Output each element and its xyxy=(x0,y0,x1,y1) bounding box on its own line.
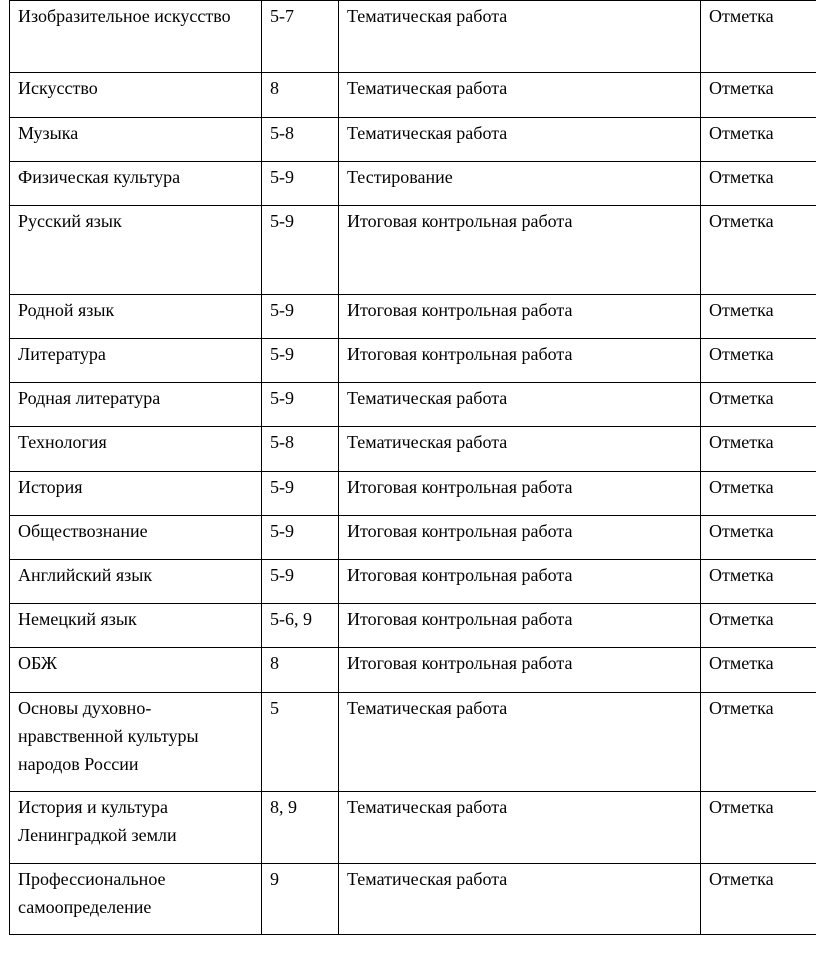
form-cell: Тематическая работа xyxy=(339,383,701,427)
grades-cell: 5-8 xyxy=(262,118,339,162)
form-cell: Итоговая контрольная работа xyxy=(339,472,701,516)
form-cell: Тестирование xyxy=(339,162,701,206)
table-row xyxy=(10,118,816,162)
subject-cell: Английский язык xyxy=(10,560,262,604)
subject-cell: История и культура Ленинградкой земли xyxy=(10,792,262,864)
form-cell: Итоговая контрольная работа xyxy=(339,339,701,383)
subject-cell: История xyxy=(10,472,262,516)
subject-cell: Основы духовно-нравственной культуры народов России xyxy=(10,693,262,792)
table-row xyxy=(10,560,816,604)
result-cell: Отметка xyxy=(701,1,816,73)
form-cell: Итоговая контрольная работа xyxy=(339,560,701,604)
table-row xyxy=(10,864,816,935)
form-cell: Итоговая контрольная работа xyxy=(339,295,701,339)
grades-cell: 5-8 xyxy=(262,427,339,472)
table-row xyxy=(10,383,816,427)
grades-cell: 8, 9 xyxy=(262,792,339,864)
grades-cell: 5-9 xyxy=(262,516,339,560)
table-row xyxy=(10,339,816,383)
subject-cell: Музыка xyxy=(10,118,262,162)
table-row xyxy=(10,427,816,472)
form-cell: Тематическая работа xyxy=(339,118,701,162)
result-cell: Отметка xyxy=(701,427,816,472)
subject-cell: Немецкий язык xyxy=(10,604,262,648)
assessment-table xyxy=(9,0,816,935)
result-cell: Отметка xyxy=(701,118,816,162)
result-cell: Отметка xyxy=(701,383,816,427)
grades-cell: 5-9 xyxy=(262,383,339,427)
result-cell: Отметка xyxy=(701,339,816,383)
subject-cell: Изобразительное искусство xyxy=(10,1,262,73)
result-cell: Отметка xyxy=(701,472,816,516)
grades-cell: 5-9 xyxy=(262,206,339,295)
form-cell: Тематическая работа xyxy=(339,73,701,118)
form-cell: Тематическая работа xyxy=(339,1,701,73)
table-row xyxy=(10,1,816,73)
grades-cell: 5-9 xyxy=(262,295,339,339)
subject-cell: Родной язык xyxy=(10,295,262,339)
form-cell: Тематическая работа xyxy=(339,427,701,472)
result-cell: Отметка xyxy=(701,604,816,648)
table-row xyxy=(10,472,816,516)
form-cell: Итоговая контрольная работа xyxy=(339,206,701,295)
result-cell: Отметка xyxy=(701,560,816,604)
grades-cell: 5-9 xyxy=(262,472,339,516)
grades-cell: 9 xyxy=(262,864,339,935)
result-cell: Отметка xyxy=(701,73,816,118)
subject-cell: Литература xyxy=(10,339,262,383)
table-row xyxy=(10,295,816,339)
grades-cell: 5-9 xyxy=(262,339,339,383)
grades-cell: 5-9 xyxy=(262,162,339,206)
form-cell: Тематическая работа xyxy=(339,792,701,864)
grades-cell: 8 xyxy=(262,73,339,118)
table-row xyxy=(10,73,816,118)
table-row xyxy=(10,516,816,560)
subject-cell: Физическая культура xyxy=(10,162,262,206)
result-cell: Отметка xyxy=(701,693,816,792)
table-row xyxy=(10,648,816,693)
grades-cell: 5-9 xyxy=(262,560,339,604)
form-cell: Итоговая контрольная работа xyxy=(339,648,701,693)
result-cell: Отметка xyxy=(701,295,816,339)
form-cell: Итоговая контрольная работа xyxy=(339,516,701,560)
form-cell: Итоговая контрольная работа xyxy=(339,604,701,648)
subject-cell: Родная литература xyxy=(10,383,262,427)
subject-cell: Профессиональное самоопределение xyxy=(10,864,262,935)
grades-cell: 8 xyxy=(262,648,339,693)
table-row xyxy=(10,693,816,792)
subject-cell: Русский язык xyxy=(10,206,262,295)
result-cell: Отметка xyxy=(701,864,816,935)
table-row xyxy=(10,604,816,648)
subject-cell: Искусство xyxy=(10,73,262,118)
assessment-table-body xyxy=(10,1,816,935)
result-cell: Отметка xyxy=(701,206,816,295)
result-cell: Отметка xyxy=(701,516,816,560)
subject-cell: ОБЖ xyxy=(10,648,262,693)
subject-cell: Обществознание xyxy=(10,516,262,560)
form-cell: Тематическая работа xyxy=(339,864,701,935)
result-cell: Отметка xyxy=(701,648,816,693)
table-row xyxy=(10,206,816,295)
grades-cell: 5-7 xyxy=(262,1,339,73)
table-row xyxy=(10,162,816,206)
subject-cell: Технология xyxy=(10,427,262,472)
table-row xyxy=(10,792,816,864)
result-cell: Отметка xyxy=(701,162,816,206)
grades-cell: 5-6, 9 xyxy=(262,604,339,648)
result-cell: Отметка xyxy=(701,792,816,864)
form-cell: Тематическая работа xyxy=(339,693,701,792)
grades-cell: 5 xyxy=(262,693,339,792)
